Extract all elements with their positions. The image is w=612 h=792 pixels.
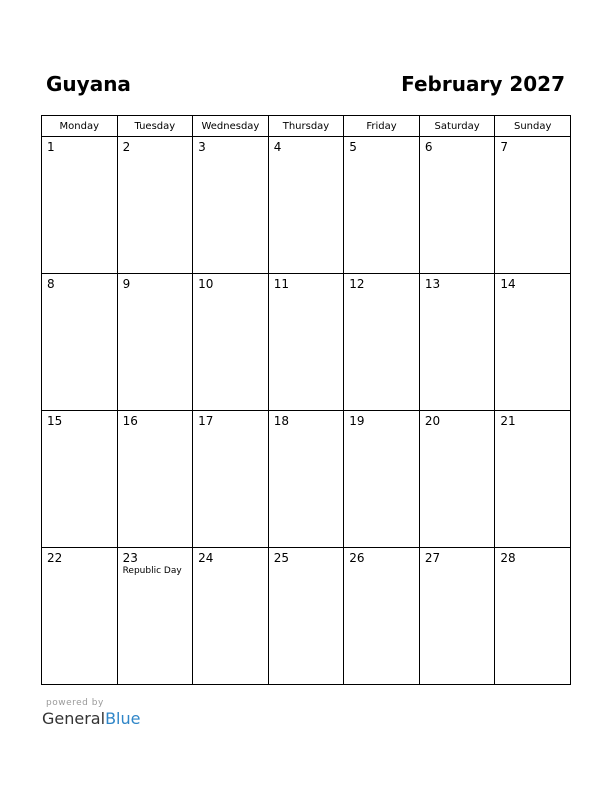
day-cell	[117, 274, 193, 411]
day-cell	[193, 411, 269, 548]
day-number: 13	[424, 277, 441, 291]
day-number: 27	[424, 551, 441, 565]
brand-part-general: General	[42, 709, 106, 728]
day-cell	[344, 274, 420, 411]
weekday-header: Tuesday	[117, 116, 193, 137]
day-number: 14	[500, 277, 516, 291]
day-cell	[495, 548, 571, 685]
day-number: 20	[424, 414, 441, 428]
week-row	[42, 548, 571, 685]
day-number: 19	[349, 414, 365, 428]
day-number: 24	[198, 551, 214, 565]
day-cell	[344, 137, 420, 274]
month-title: February 2027	[401, 72, 565, 96]
weekday-header: Saturday	[419, 116, 495, 137]
weekday-header-row	[42, 116, 571, 137]
day-number: 22	[47, 551, 63, 565]
day-number: 28	[500, 551, 516, 565]
week-row	[42, 411, 571, 548]
weekday-header: Monday	[42, 116, 118, 137]
day-cell	[344, 548, 420, 685]
day-cell	[419, 411, 495, 548]
day-cell	[268, 411, 344, 548]
weekday-header: Sunday	[495, 116, 571, 137]
day-cell	[193, 137, 269, 274]
day-number: 7	[500, 140, 509, 154]
day-number: 4	[273, 140, 282, 154]
day-number: 1	[47, 140, 55, 154]
day-cell	[117, 548, 193, 685]
day-cell	[419, 137, 495, 274]
day-cell	[419, 274, 495, 411]
generalblue-logo[interactable]	[42, 709, 140, 729]
day-number: 18	[273, 414, 289, 428]
day-number: 23	[122, 551, 138, 565]
powered-by-text: powered by	[46, 698, 104, 708]
day-cell	[42, 137, 118, 274]
day-number: 25	[273, 551, 289, 565]
day-number: 5	[349, 140, 357, 154]
day-number: 12	[349, 277, 365, 291]
day-cell	[268, 548, 344, 685]
week-row	[42, 274, 571, 411]
day-cell	[193, 548, 269, 685]
day-number: 10	[198, 277, 214, 291]
day-number: 2	[122, 140, 131, 154]
weekday-header: Thursday	[268, 116, 344, 137]
day-cell	[268, 137, 344, 274]
day-number: 9	[122, 277, 131, 291]
day-number: 17	[198, 414, 214, 428]
holiday-label: Republic Day	[122, 566, 182, 576]
day-number: 26	[349, 551, 365, 565]
week-row	[42, 137, 571, 274]
day-number: 3	[198, 140, 206, 154]
day-cell	[42, 548, 118, 685]
day-cell	[42, 411, 118, 548]
day-cell	[419, 548, 495, 685]
day-number: 15	[47, 414, 63, 428]
day-cell	[344, 411, 420, 548]
brand-part-blue: Blue	[105, 709, 141, 728]
day-cell	[495, 274, 571, 411]
day-number: 8	[47, 277, 55, 291]
day-cell	[117, 137, 193, 274]
calendar-grid	[41, 115, 571, 685]
day-cell	[117, 411, 193, 548]
day-number: 21	[500, 414, 516, 428]
day-cell	[42, 274, 118, 411]
country-title: Guyana	[46, 72, 131, 96]
day-number: 6	[424, 140, 433, 154]
day-cell	[268, 274, 344, 411]
footer-branding	[42, 698, 140, 729]
weekday-header: Friday	[344, 116, 420, 137]
day-number: 16	[122, 414, 138, 428]
day-cell	[495, 137, 571, 274]
weekday-header: Wednesday	[193, 116, 269, 137]
day-cell	[193, 274, 269, 411]
day-cell	[495, 411, 571, 548]
day-number: 11	[273, 277, 289, 291]
